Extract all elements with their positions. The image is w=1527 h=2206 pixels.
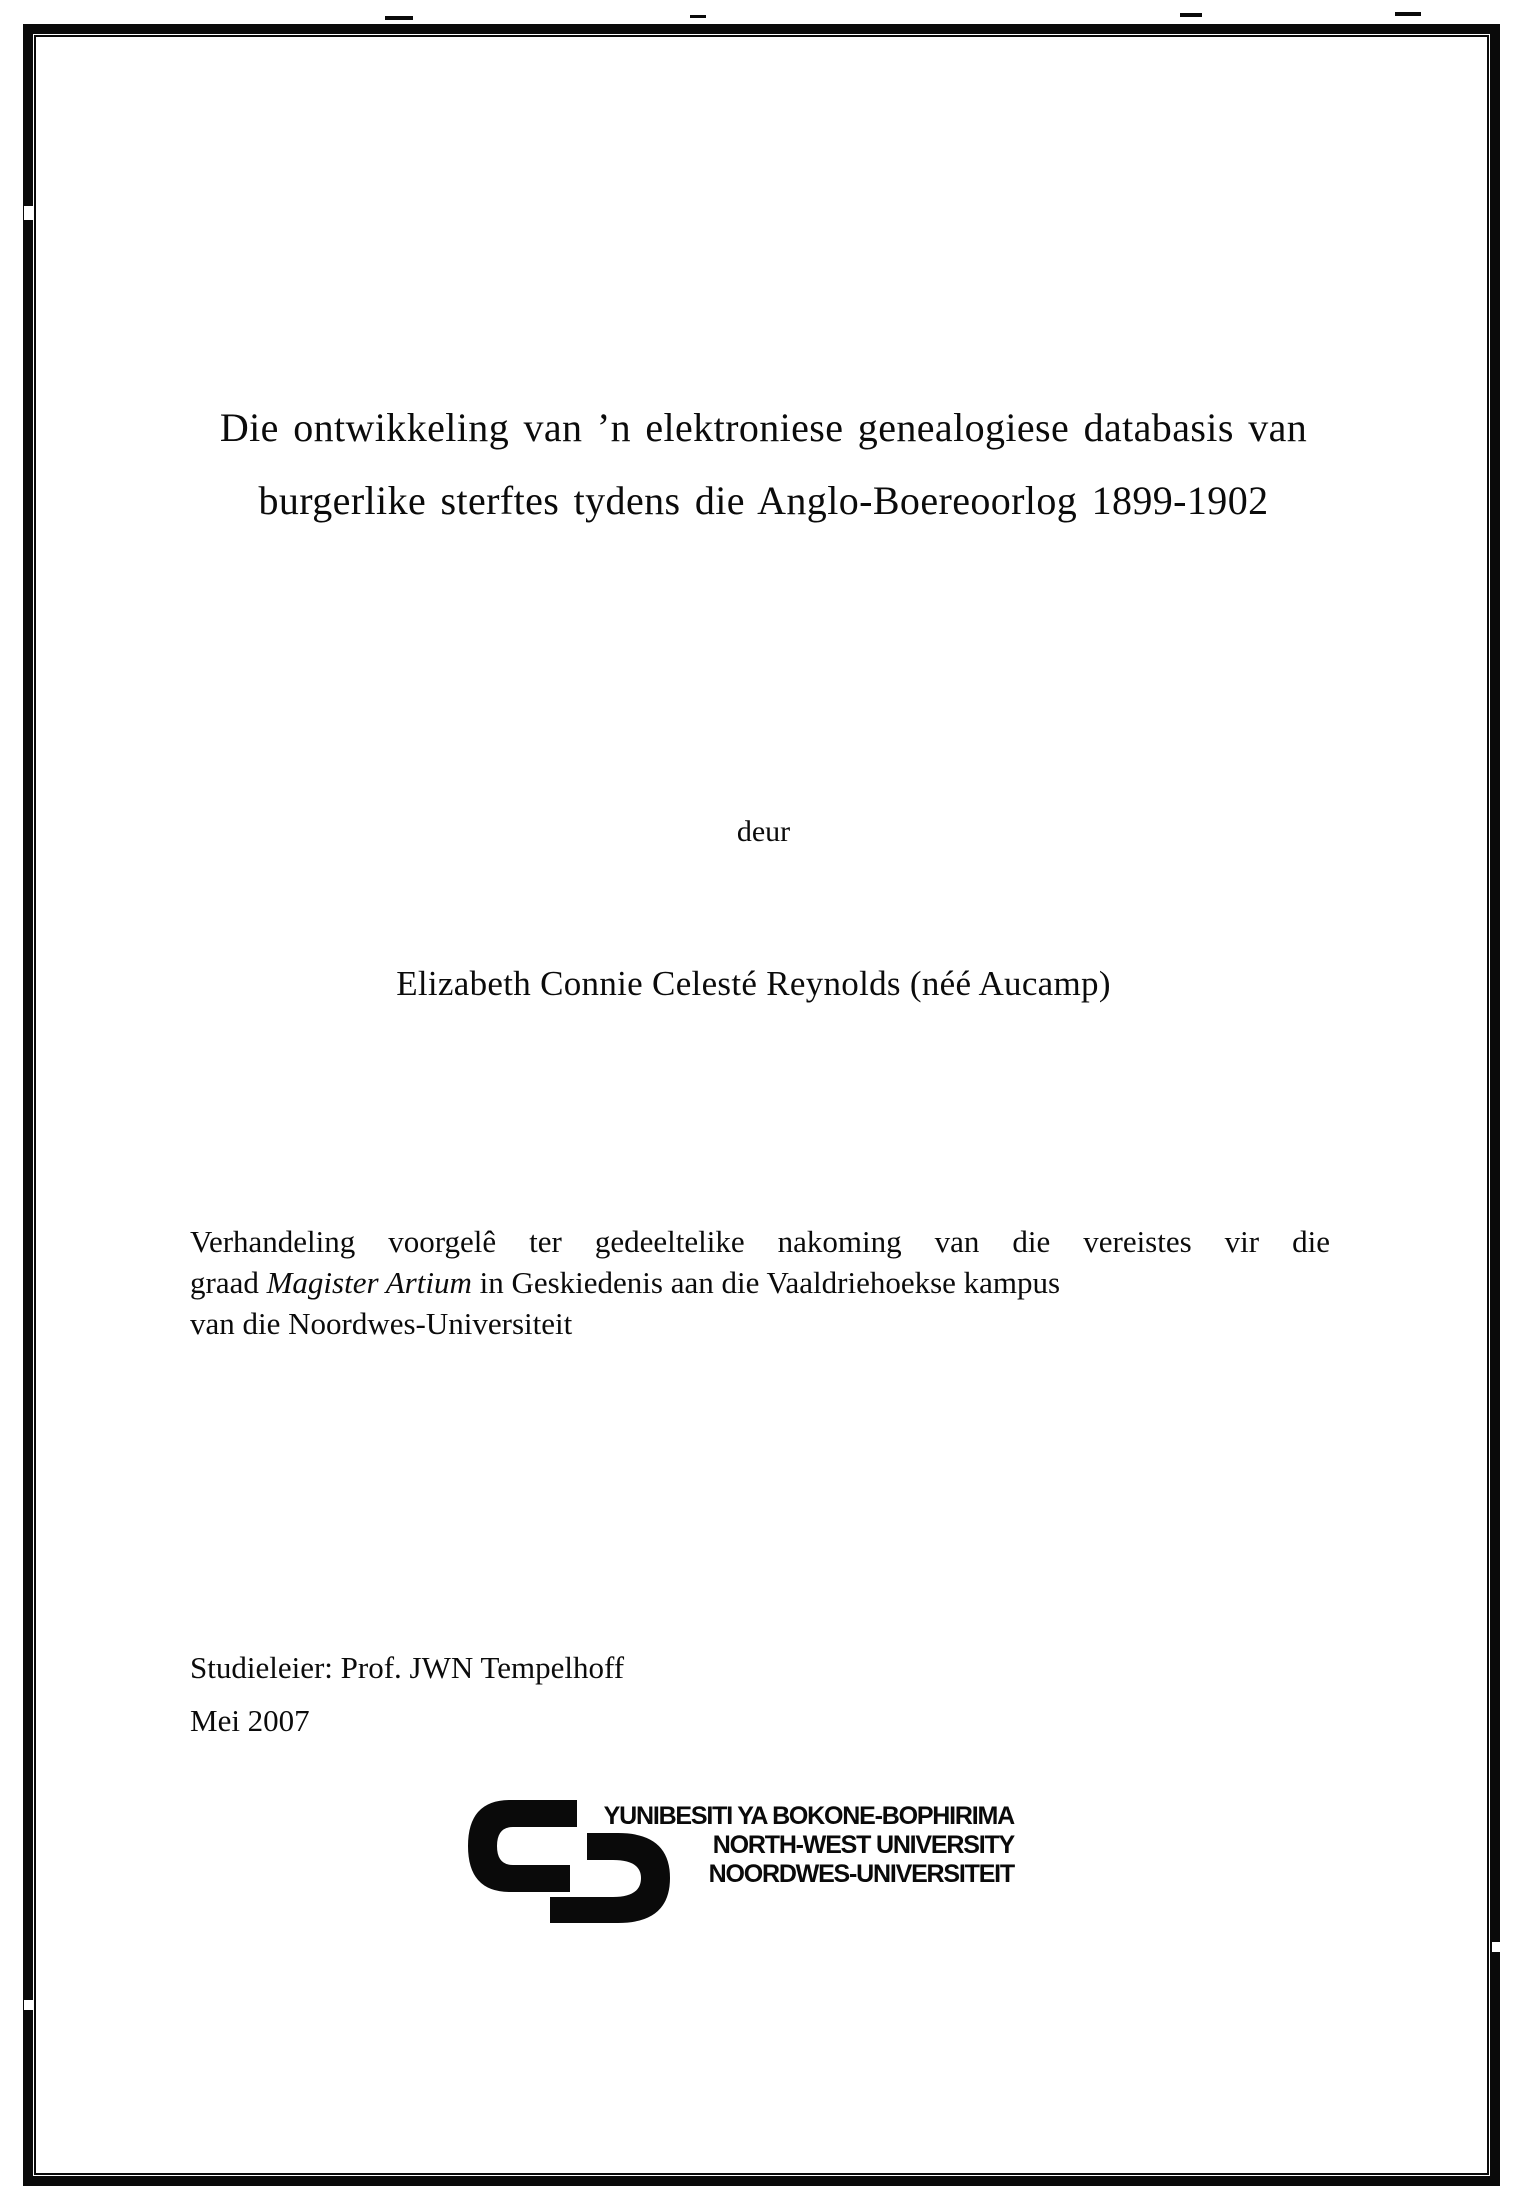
statement-line2-suffix: in Geskiedenis aan die Vaaldriehoekse kampus bbox=[471, 1265, 1061, 1300]
thesis-title-line1: Die ontwikkeling van ’n elektroniese genealogiese databasis van bbox=[219, 405, 1308, 450]
statement-line2 bbox=[190, 1262, 1330, 1303]
scan-artifact bbox=[385, 16, 413, 20]
university-wordmark bbox=[585, 1802, 1014, 1889]
scan-artifact bbox=[24, 2000, 33, 2010]
scan-artifact bbox=[1492, 1942, 1501, 1952]
date-line: Mei 2007 bbox=[190, 1703, 310, 1738]
submission-statement bbox=[190, 1221, 1330, 1344]
scan-artifact bbox=[690, 15, 706, 18]
scan-artifact bbox=[24, 206, 33, 220]
scan-artifact bbox=[1180, 13, 1202, 17]
university-name-english: NORTH-WEST UNIVERSITY bbox=[712, 1831, 1014, 1859]
byline-deur: deur bbox=[736, 815, 791, 848]
degree-name-italic: Magister Artium bbox=[266, 1265, 472, 1300]
scan-artifact bbox=[1395, 12, 1421, 16]
university-name-afrikaans: NOORDWES-UNIVERSITEIT bbox=[708, 1860, 1014, 1888]
university-name-setswana: YUNIBESITI YA BOKONE-BOPHIRIMA bbox=[603, 1802, 1014, 1830]
supervisor-line: Studieleier: Prof. JWN Tempelhoff bbox=[190, 1650, 625, 1685]
statement-line3: van die Noordwes-Universiteit bbox=[190, 1306, 573, 1341]
statement-line2-prefix: graad bbox=[190, 1265, 267, 1300]
statement-line1: Verhandeling voorgelê ter gedeeltelike nakoming van die vereistes vir die bbox=[190, 1224, 1330, 1259]
thesis-title-line2: burgerlike sterftes tydens die Anglo-Boereoorlog 1899-1902 bbox=[258, 478, 1269, 523]
author-name: Elizabeth Connie Celesté Reynolds (néé Aucamp) bbox=[396, 964, 1111, 1003]
